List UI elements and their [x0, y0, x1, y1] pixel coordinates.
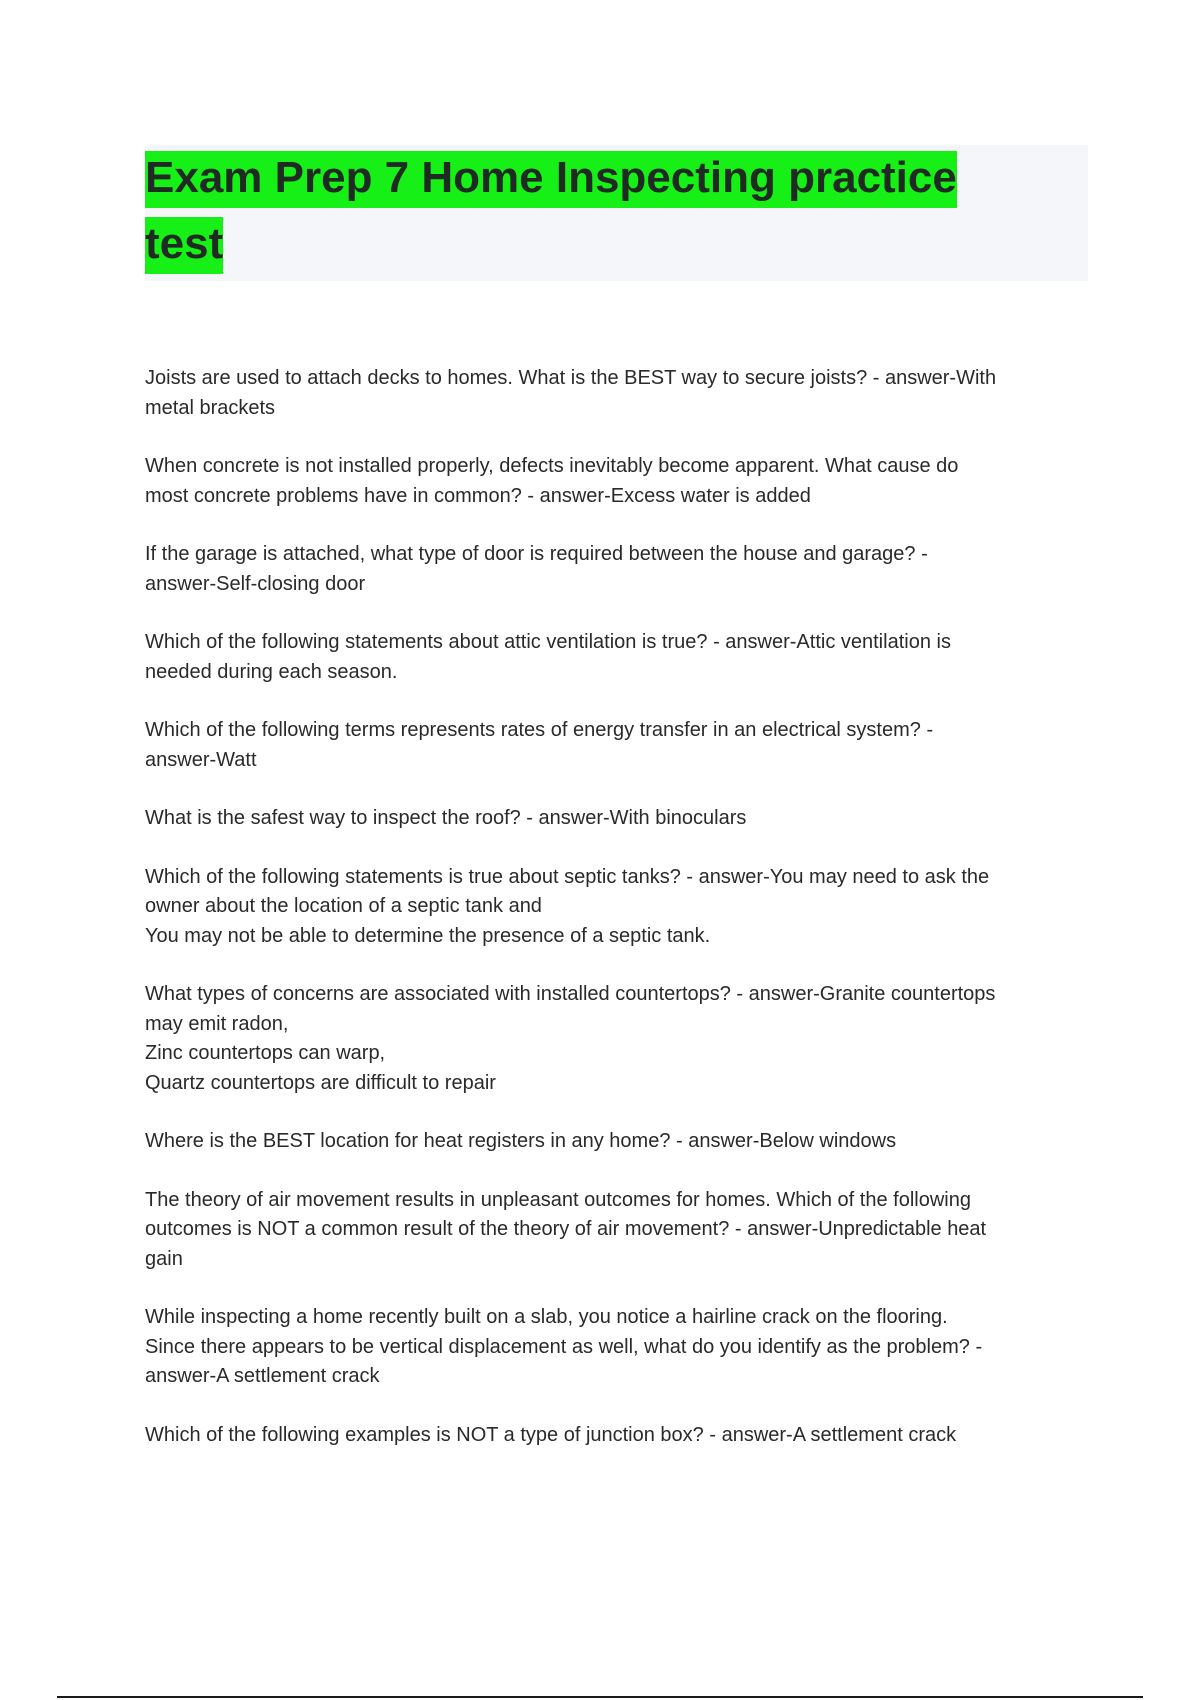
qa-line: The theory of air movement results in unpleasant outcomes for homes. Which of the following — [145, 1188, 971, 1211]
qa-line: When concrete is not installed properly, defects inevitably become apparent. What cause do — [145, 455, 959, 477]
qa-list — [145, 364, 1095, 1479]
qa-line: gain — [145, 1247, 183, 1270]
qa-line: Where is the BEST location for heat registers in any home? - answer-Below windows — [145, 1130, 897, 1152]
qa-line: If the garage is attached, what type of door is required between the house and garage? - — [145, 543, 928, 565]
qa-line: What is the safest way to inspect the roof? - answer-With binoculars — [145, 807, 747, 829]
qa-line: may emit radon, — [145, 1012, 289, 1035]
qa-line: answer-A settlement crack — [145, 1365, 380, 1387]
qa-line: Quartz countertops are difficult to repair — [145, 1071, 496, 1094]
qa-line: While inspecting a home recently built on a slab, you notice a hairline crack on the flooring. — [145, 1306, 948, 1328]
qa-line: Which of the following statements about attic ventilation is true? - answer-Attic ventilation is — [145, 631, 951, 653]
qa-line: You may not be able to determine the presence of a septic tank. — [145, 924, 711, 947]
qa-item-6 — [145, 804, 1095, 834]
qa-line: Which of the following statements is true about septic tanks? - answer-You may need to ask the — [145, 865, 990, 888]
qa-line: Zinc countertops can warp, — [145, 1042, 386, 1064]
qa-item-10 — [145, 1186, 1095, 1275]
qa-line: What types of concerns are associated with installed countertops? - answer-Granite countertops — [145, 983, 996, 1005]
qa-line: Which of the following terms represents rates of energy transfer in an electrical system? - — [145, 719, 934, 741]
qa-item-1 — [145, 364, 1095, 423]
title-line-2: test — [145, 217, 223, 274]
title-line-1: Exam Prep 7 Home Inspecting practice — [145, 151, 957, 208]
qa-item-3 — [145, 540, 1095, 599]
qa-item-11 — [145, 1303, 1095, 1392]
qa-line: Joists are used to attach decks to homes. What is the BEST way to secure joists? - answer-With — [145, 367, 997, 389]
page-title — [145, 145, 1088, 277]
qa-line: Since there appears to be vertical displacement as well, what do you identify as the problem? - — [145, 1335, 983, 1358]
qa-item-4 — [145, 628, 1095, 687]
qa-item-7 — [145, 863, 1095, 952]
qa-item-8 — [145, 980, 1095, 1098]
qa-line: most concrete problems have in common? - answer-Excess water is added — [145, 484, 811, 507]
qa-item-5 — [145, 716, 1095, 775]
qa-line: Which of the following examples is NOT a type of junction box? - answer-A settlement crack — [145, 1423, 957, 1446]
qa-line: metal brackets — [145, 396, 276, 419]
footer-divider — [57, 1696, 1143, 1698]
qa-item-9 — [145, 1127, 1095, 1157]
qa-line: outcomes is NOT a common result of the theory of air movement? - answer-Unpredictable heat — [145, 1218, 987, 1240]
qa-line: needed during each season. — [145, 660, 398, 683]
qa-line: answer-Watt — [145, 748, 257, 771]
qa-item-2 — [145, 452, 1095, 511]
qa-item-12 — [145, 1421, 1095, 1451]
title-block — [145, 145, 1088, 281]
qa-line: owner about the location of a septic tank and — [145, 895, 542, 917]
qa-line: answer-Self-closing door — [145, 572, 366, 595]
